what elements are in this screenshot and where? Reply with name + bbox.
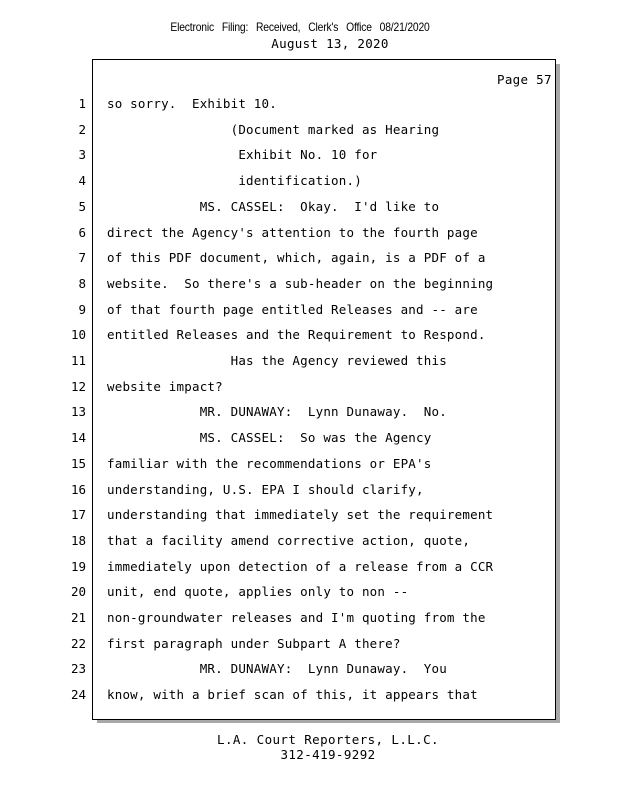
line-number: 16 (70, 481, 86, 497)
transcript-line: MR. DUNAWAY: Lynn Dunaway. You (107, 661, 447, 677)
transcript-line: understanding that immediately set the requirement (107, 507, 494, 523)
line-number: 21 (70, 610, 86, 625)
transcript-line: first paragraph under Subpart A there? (107, 635, 401, 651)
line-number: 1 (78, 96, 86, 111)
transcript-line: website impact? (107, 378, 223, 394)
transcript-line: of this PDF document, which, again, is a PDF of a (107, 250, 486, 266)
line-number: 13 (70, 404, 86, 420)
transcript-line: immediately upon detection of a release from a CCR (107, 558, 494, 574)
reporter-footer (0, 732, 618, 762)
transcript-line: that a facility amend corrective action, quote, (107, 532, 471, 548)
transcript-line: entitled Releases and the Requirement to Respond. (107, 327, 486, 343)
hearing-date: August 13, 2020 (271, 36, 389, 51)
page-number: Page 57 (497, 72, 552, 87)
transcript-line: understanding, U.S. EPA I should clarify, (107, 481, 424, 497)
transcript-line: Exhibit No. 10 for (107, 147, 378, 163)
transcript-line: of that fourth page entitled Releases and -- are (107, 301, 478, 317)
filing-stamp: Electronic Filing: Received, Clerk's Office 08/21/2020 (170, 20, 430, 34)
transcript-line: direct the Agency's attention to the fourth page (107, 224, 478, 240)
line-number: 17 (70, 507, 86, 523)
transcript-line: non-groundwater releases and I'm quoting from the (107, 610, 486, 625)
line-number: 15 (70, 455, 86, 471)
line-number: 4 (78, 173, 86, 189)
line-number: 8 (78, 275, 86, 291)
line-number: 10 (70, 327, 86, 343)
transcript-line: Has the Agency reviewed this (107, 353, 447, 368)
reporter-company: L.A. Court Reporters, L.L.C. (217, 732, 439, 747)
line-number: 24 (70, 687, 86, 703)
transcript-line: (Document marked as Hearing (107, 121, 440, 137)
line-number: 22 (70, 635, 86, 651)
line-number: 2 (78, 121, 86, 137)
transcript-line: know, with a brief scan of this, it appears that (107, 687, 478, 703)
line-number: 7 (78, 250, 86, 266)
transcript-line: unit, end quote, applies only to non -- (107, 584, 409, 600)
transcript-line: MS. CASSEL: Okay. I'd like to (107, 198, 440, 214)
transcript-line: MS. CASSEL: So was the Agency (107, 430, 432, 446)
transcript-line: MR. DUNAWAY: Lynn Dunaway. No. (107, 404, 447, 420)
line-number: 23 (70, 661, 86, 677)
line-number: 9 (78, 301, 86, 317)
line-number: 11 (70, 353, 86, 368)
line-number: 20 (70, 584, 86, 600)
line-number: 14 (70, 430, 86, 446)
transcript-line: so sorry. Exhibit 10. (107, 96, 277, 111)
line-number: 6 (78, 224, 86, 240)
line-number: 12 (70, 378, 86, 394)
transcript-line: familiar with the recommendations or EPA's (107, 455, 432, 471)
transcript-line: website. So there's a sub-header on the beginning (107, 275, 494, 291)
line-number: 5 (78, 198, 86, 214)
reporter-phone: 312-419-9292 (280, 747, 376, 762)
transcript-line: identification.) (107, 173, 362, 189)
line-number: 3 (78, 147, 86, 163)
line-number: 19 (70, 558, 86, 574)
line-number: 18 (70, 532, 86, 548)
